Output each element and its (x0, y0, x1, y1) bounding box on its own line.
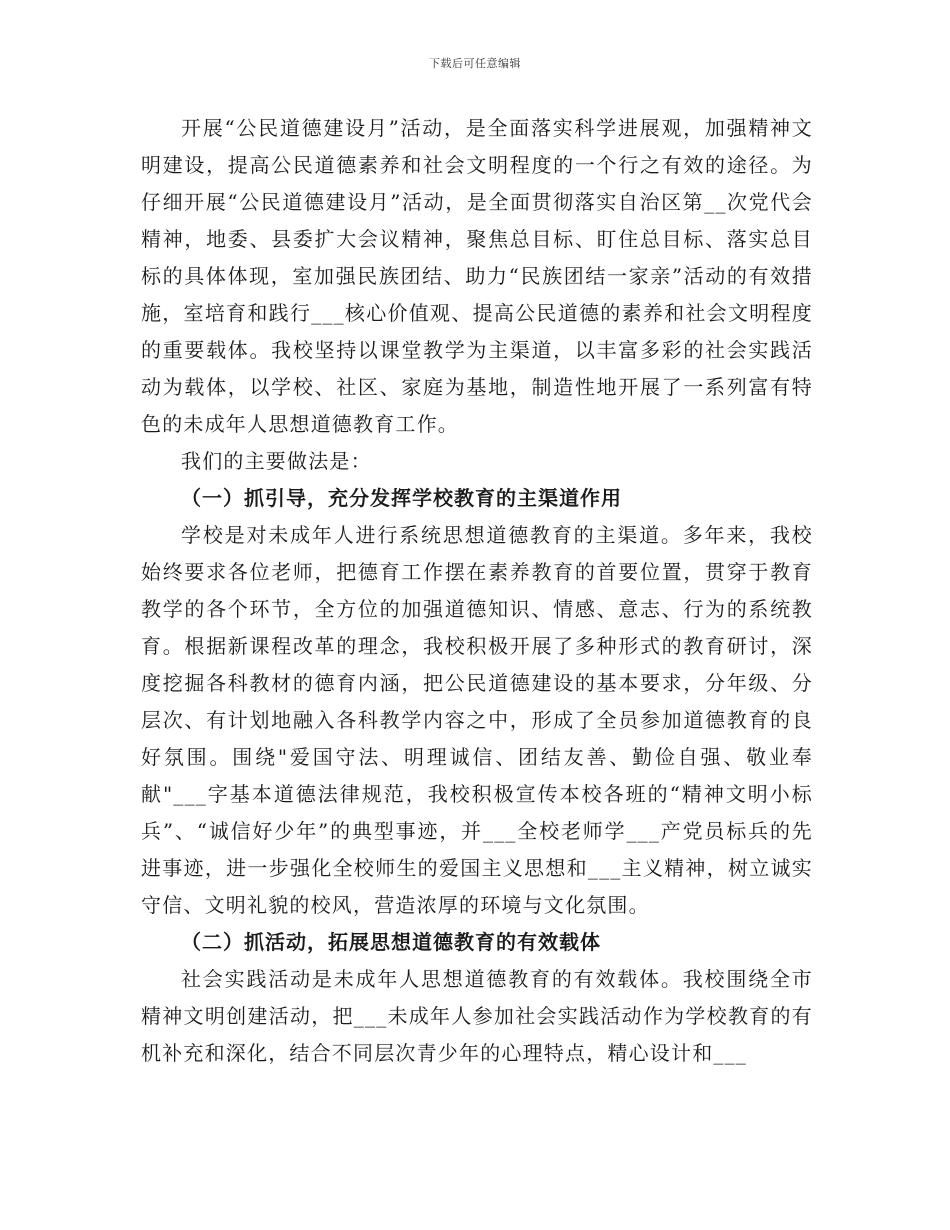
document-body (141, 110, 813, 1072)
method-intro: 我们的主要做法是： (181, 449, 372, 473)
section2-heading: （二）抓活动，拓展思想道德教育的有效载体 (181, 930, 601, 954)
section1-heading: （一）抓引导，充分发挥学校教育的主渠道作用 (181, 486, 622, 510)
section2-paragraph: 社会实践活动是未成年人思想道德教育的有效载体。我校围绕全市精神文明创建活动，把___未成年人参加社会实践活动作为学校教育的有机补充和深化，结合不同层次青少年的心理特点，精心设计和___ (141, 967, 813, 1065)
header-note: 下载后可任意编辑 (429, 57, 521, 70)
intro-paragraph: 开展“公民道德建设月”活动，是全面落实科学进展观，加强精神文明建设，提高公民道德素养和社会文明程度的一个行之有效的途径。为仔细开展“公民道德建设月”活动，是全面贯彻落实自治区第__次党代会精神，地委、县委扩大会议精神，聚焦总目标、盯住总目标、落实总目标的具体体现，室加强民族团结、助力“民族团结一家亲”活动的有效措施，室培育和践行___核心价值观、提高公民道德的素养和社会文明程度的重要载体。我校坚持以课堂教学为主渠道，以丰富多彩的社会实践活动为载体，以学校、社区、家庭为基地，制造性地开展了一系列富有特色的未成年人思想道德教育工作。 (141, 116, 813, 436)
section1-paragraph: 学校是对未成年人进行系统思想道德教育的主渠道。多年来，我校始终要求各位老师，把德育工作摆在素养教育的首要位置，贯穿于教育教学的各个环节，全方位的加强道德知识、情感、意志、行为的系统教育。根据新课程改革的理念，我校积极开展了多种形式的教育研讨，深度挖掘各科教材的德育内涵，把公民道德建设的基本要求，分年级、分层次、有计划地融入各科教学内容之中，形成了全员参加道德教育的良好氛围。围绕"爱国守法、明理诚信、团结友善、勤俭自强、敬业奉献"___字基本道德法律规范，我校积极宣传本校各班的“精神文明小标兵”、“诚信好少年”的典型事迹，并___全校老师学___产党员标兵的先进事迹，进一步强化全校师生的爱国主义思想和___主义精神，树立诚实守信、文明礼貌的校风，营造浓厚的环境与文化氛围。 (141, 523, 813, 917)
